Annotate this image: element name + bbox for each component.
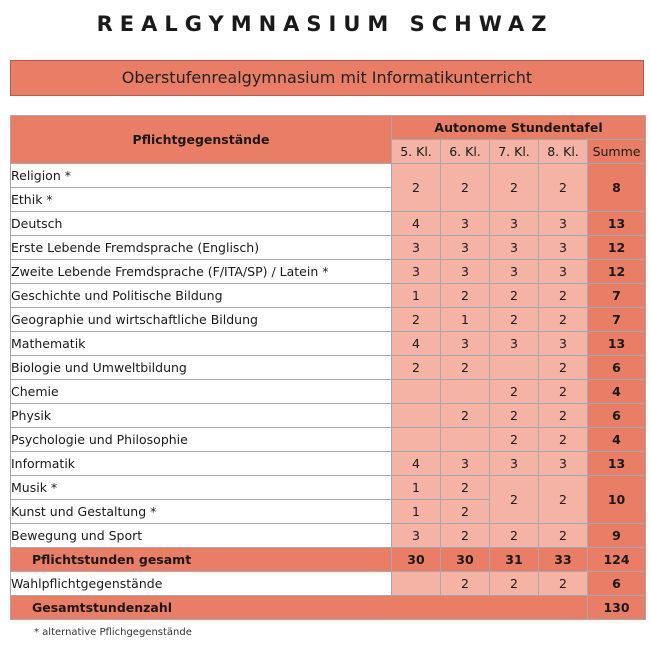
column-header-sum: Summe <box>588 140 646 164</box>
hours-cell <box>441 428 490 452</box>
subject-name: Zweite Lebende Fremdsprache (F/ITA/SP) / Latein * <box>11 260 392 284</box>
column-header: 7. Kl. <box>490 140 539 164</box>
table-row <box>11 476 646 500</box>
hours-cell: 2 <box>441 524 490 548</box>
hours-cell: 2 <box>539 428 588 452</box>
total-row <box>11 548 646 572</box>
table-row <box>11 308 646 332</box>
hours-cell: 2 <box>539 164 588 212</box>
hours-cell: 2 <box>490 428 539 452</box>
column-header: 6. Kl. <box>441 140 490 164</box>
hours-cell: 3 <box>441 452 490 476</box>
hours-cell: 1 <box>392 476 441 500</box>
sum-cell: 13 <box>588 452 646 476</box>
hours-cell: 3 <box>490 332 539 356</box>
hours-cell: 3 <box>539 452 588 476</box>
subject-header: Pflichtgegenstände <box>11 116 392 164</box>
hours-cell <box>392 572 441 596</box>
sum-cell: 12 <box>588 260 646 284</box>
group-header: Autonome Stundentafel <box>392 116 646 140</box>
subject-name: Deutsch <box>11 212 392 236</box>
hours-cell <box>441 380 490 404</box>
table-row <box>11 524 646 548</box>
hours-cell: 3 <box>441 236 490 260</box>
hours-cell: 4 <box>392 452 441 476</box>
hours-cell: 2 <box>539 476 588 524</box>
table-row <box>11 260 646 284</box>
hours-cell: 2 <box>539 404 588 428</box>
subject-name: Geschichte und Politische Bildung <box>11 284 392 308</box>
hours-cell: 2 <box>441 476 490 500</box>
total-sum: 124 <box>588 548 646 572</box>
hours-cell: 2 <box>490 476 539 524</box>
subject-name: Psychologie und Philosophie <box>11 428 392 452</box>
table-row <box>11 404 646 428</box>
subject-name: Geographie und wirtschaftliche Bildung <box>11 308 392 332</box>
hours-cell: 2 <box>490 284 539 308</box>
grand-total-sum: 130 <box>588 596 646 620</box>
table-row <box>11 332 646 356</box>
hours-cell: 2 <box>539 572 588 596</box>
hours-cell: 2 <box>539 284 588 308</box>
page-subtitle: Oberstufenrealgymnasium mit Informatikunterricht <box>10 60 644 96</box>
subject-name: Physik <box>11 404 392 428</box>
hours-cell: 2 <box>441 284 490 308</box>
hours-cell: 2 <box>490 164 539 212</box>
hours-cell: 2 <box>490 308 539 332</box>
hours-cell <box>392 404 441 428</box>
hours-cell: 1 <box>392 284 441 308</box>
sum-cell: 6 <box>588 572 646 596</box>
table-row <box>11 164 646 188</box>
subject-name: Bewegung und Sport <box>11 524 392 548</box>
subject-name: Musik * <box>11 476 392 500</box>
hours-cell: 3 <box>539 260 588 284</box>
table-row <box>11 212 646 236</box>
sum-cell: 9 <box>588 524 646 548</box>
table-row <box>11 452 646 476</box>
hours-cell: 3 <box>539 212 588 236</box>
table-row <box>11 236 646 260</box>
hours-cell: 2 <box>392 356 441 380</box>
hours-cell: 3 <box>539 332 588 356</box>
grand-total-row <box>11 596 646 620</box>
timetable <box>10 115 646 620</box>
hours-cell: 2 <box>441 356 490 380</box>
total-cell: 33 <box>539 548 588 572</box>
grand-total-label: Gesamtstundenzahl <box>11 596 588 620</box>
subject-name: Biologie und Umweltbildung <box>11 356 392 380</box>
hours-cell: 3 <box>490 212 539 236</box>
sum-cell: 13 <box>588 212 646 236</box>
total-cell: 31 <box>490 548 539 572</box>
footnote: * alternative Pflichgegenstände <box>34 627 192 638</box>
hours-cell: 3 <box>392 236 441 260</box>
hours-cell <box>490 356 539 380</box>
subject-name: Religion * <box>11 164 392 188</box>
subject-name: Erste Lebende Fremdsprache (Englisch) <box>11 236 392 260</box>
hours-cell: 3 <box>441 212 490 236</box>
hours-cell: 1 <box>392 500 441 524</box>
sum-cell: 8 <box>588 164 646 212</box>
column-header: 5. Kl. <box>392 140 441 164</box>
hours-cell: 2 <box>441 404 490 428</box>
hours-cell: 3 <box>490 452 539 476</box>
column-header: 8. Kl. <box>539 140 588 164</box>
subject-name: Chemie <box>11 380 392 404</box>
hours-cell: 2 <box>392 164 441 212</box>
sum-cell: 7 <box>588 284 646 308</box>
page-title: REALGYMNASIUM SCHWAZ <box>96 12 554 36</box>
hours-cell: 3 <box>441 332 490 356</box>
hours-cell <box>392 380 441 404</box>
hours-cell: 2 <box>539 308 588 332</box>
elective-row <box>11 572 646 596</box>
total-label: Pflichtstunden gesamt <box>11 548 392 572</box>
hours-cell: 3 <box>539 236 588 260</box>
hours-cell: 2 <box>441 572 490 596</box>
table-row <box>11 284 646 308</box>
hours-cell: 2 <box>490 524 539 548</box>
hours-cell: 3 <box>441 260 490 284</box>
sum-cell: 10 <box>588 476 646 524</box>
sum-cell: 12 <box>588 236 646 260</box>
sum-cell: 6 <box>588 356 646 380</box>
hours-cell: 4 <box>392 212 441 236</box>
table-row <box>11 380 646 404</box>
sum-cell: 13 <box>588 332 646 356</box>
hours-cell: 2 <box>539 380 588 404</box>
hours-cell: 3 <box>392 260 441 284</box>
subject-name: Ethik * <box>11 188 392 212</box>
subject-name: Mathematik <box>11 332 392 356</box>
hours-cell: 2 <box>441 164 490 212</box>
hours-cell: 1 <box>441 308 490 332</box>
hours-cell: 2 <box>392 308 441 332</box>
subject-name: Wahlpflichtgegenstände <box>11 572 392 596</box>
total-cell: 30 <box>392 548 441 572</box>
hours-cell <box>392 428 441 452</box>
hours-cell: 2 <box>539 524 588 548</box>
table-row <box>11 428 646 452</box>
hours-cell: 3 <box>490 236 539 260</box>
subject-name: Kunst und Gestaltung * <box>11 500 392 524</box>
table-row <box>11 356 646 380</box>
subject-name: Informatik <box>11 452 392 476</box>
sum-cell: 4 <box>588 428 646 452</box>
hours-cell: 2 <box>490 404 539 428</box>
hours-cell: 3 <box>490 260 539 284</box>
total-cell: 30 <box>441 548 490 572</box>
sum-cell: 6 <box>588 404 646 428</box>
hours-cell: 2 <box>490 380 539 404</box>
hours-cell: 2 <box>441 500 490 524</box>
sum-cell: 7 <box>588 308 646 332</box>
hours-cell: 2 <box>490 572 539 596</box>
hours-cell: 2 <box>539 356 588 380</box>
hours-cell: 4 <box>392 332 441 356</box>
sum-cell: 4 <box>588 380 646 404</box>
hours-cell: 3 <box>392 524 441 548</box>
